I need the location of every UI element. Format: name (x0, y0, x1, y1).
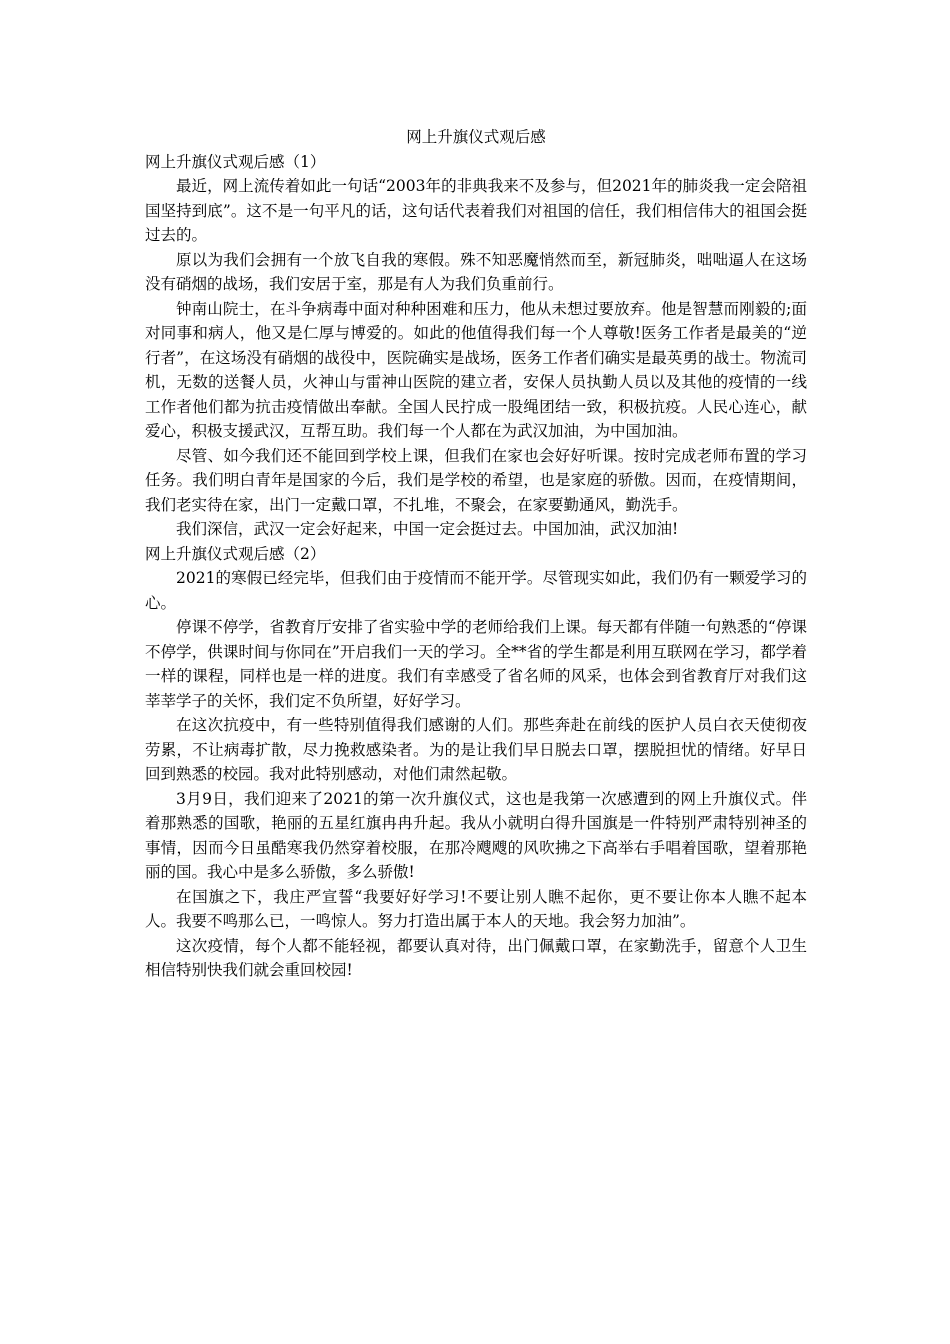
section-1 (145, 150, 807, 542)
paragraph: 在国旗之下，我庄严宣誓“我要好好学习!不要让别人瞧不起你，更不要让你本人瞧不起本人。我要不鸣那么已，一鸣惊人。努力打造出属于本人的天地。我会努力加油”。 (145, 887, 807, 930)
paragraph: 我们深信，武汉一定会好起来，中国一定会挺过去。中国加油，武汉加油! (176, 520, 679, 538)
section-heading: 网上升旗仪式观后感（1） (145, 152, 326, 171)
paragraph: 在这次抗疫中，有一些特别值得我们感谢的人们。那些奔赴在前线的医护人员白衣天使彻夜劳累，不让病毒扩散，尽力挽救感染者。为的是让我们早日脱去口罩，摆脱担忧的情绪。好早日回到熟悉的校园。我对此特别感动，对他们肃然起敬。 (145, 716, 807, 783)
section-2 (145, 542, 807, 983)
document-page (145, 125, 807, 983)
document-title: 网上升旗仪式观后感 (406, 128, 546, 146)
paragraph: 这次疫情，每个人都不能轻视，都要认真对待，出门佩戴口罩，在家勤洗手，留意个人卫生相信特别快我们就会重回校园! (145, 936, 807, 979)
paragraph: 尽管、如今我们还不能回到学校上课，但我们在家也会好好听课。按时完成老师布置的学习任务。我们明白青年是国家的今后，我们是学校的希望，也是家庭的骄傲。因而，在疫情期间，我们老实待在家，出门一定戴口罩，不扎堆，不聚会，在家要勤通风，勤洗手。 (145, 446, 807, 514)
paragraph: 原以为我们会拥有一个放飞自我的寒假。殊不知恶魔悄然而至，新冠肺炎，咄咄逼人在这场没有硝烟的战场，我们安居于室，那是有人为我们负重前行。 (145, 250, 807, 293)
paragraph: 停课不停学，省教育厅安排了省实验中学的老师给我们上课。每天都有伴随一句熟悉的“停课不停学，供课时间与你同在”开启我们一天的学习。全**省的学生都是利用互联网在学习，都学着一样的课程，同样也是一样的进度。我们有幸感受了省名师的风采，也体会到省教育厅对我们这莘莘学子的关怀，我们定不负所望，好好学习。 (145, 618, 807, 710)
paragraph: 3月9日，我们迎来了2021的第一次升旗仪式，这也是我第一次感遭到的网上升旗仪式。伴着那熟悉的国歌，艳丽的五星红旗冉冉升起。我从小就明白得升国旗是一件特别严肃特别神圣的事情，因而今日虽酷寒我仍然穿着校服，在那冷飕飕的风吹拂之下高举右手唱着国歌，望着那艳丽的国。我心中是多么骄傲，多么骄傲! (145, 789, 807, 881)
section-heading: 网上升旗仪式观后感（2） (145, 544, 326, 563)
paragraph: 最近，网上流传着如此一句话“2003年的非典我来不及参与，但2021年的肺炎我一定会陪祖国坚持到底”。这不是一句平凡的话，这句话代表着我们对祖国的信任，我们相信伟大的祖国会挺过去的。 (145, 177, 807, 244)
paragraph: 钟南山院士，在斗争病毒中面对种种困难和压力，他从未想过要放弃。他是智慧而刚毅的;面对同事和病人，他又是仁厚与博爱的。如此的他值得我们每一个人尊敬!医务工作者是最美的“逆行者”，在这场没有硝烟的战役中，医院确实是战场，医务工作者们确实是最英勇的战士。物流司机，无数的送餐人员，火神山与雷神山医院的建立者，安保人员执勤人员以及其他的疫情的一线工作者他们都为抗击疫情做出奉献。全国人民拧成一股绳团结一致，积极抗疫。人民心连心，献爱心，积极支援武汉，互帮互助。我们每一个人都在为武汉加油，为中国加油。 (145, 299, 807, 440)
paragraph: 2021的寒假已经完毕，但我们由于疫情而不能开学。尽管现实如此，我们仍有一颗爱学习的心。 (145, 569, 807, 612)
